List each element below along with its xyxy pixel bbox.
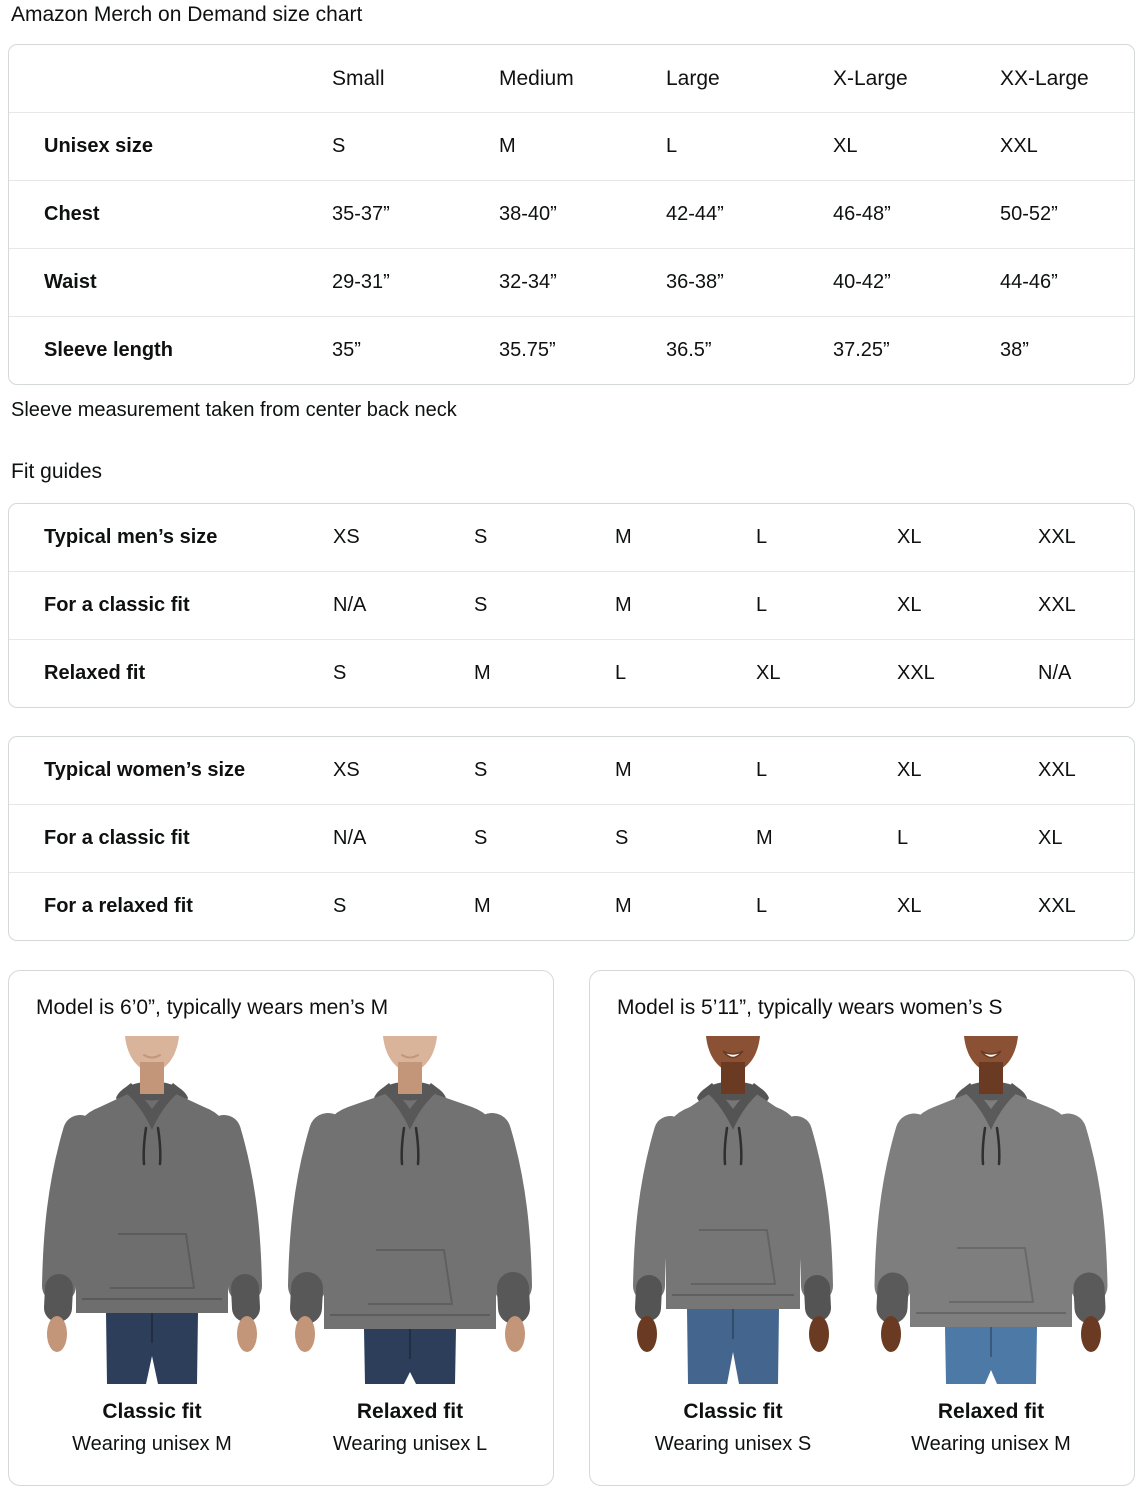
size-chart-row: [9, 316, 1134, 384]
model-photo-man-relaxed: [285, 1036, 535, 1456]
size-chart-row: [9, 248, 1134, 316]
column-header: XX-Large: [1000, 66, 1089, 90]
fit-value: L: [756, 759, 768, 781]
row-label: Typical men’s size: [44, 526, 218, 548]
size-chart-page: [0, 2, 1143, 1486]
fit-value: L: [897, 827, 909, 849]
fit-value: XXL: [1038, 759, 1076, 781]
wearing-size-label: Wearing unisex M: [72, 1433, 232, 1455]
wearing-size-label: Wearing unisex L: [332, 1433, 488, 1455]
fit-value: XL: [897, 526, 922, 548]
size-chart-header-row: [9, 45, 1134, 112]
fit-value: XXL: [897, 662, 935, 684]
row-label: Waist: [44, 271, 97, 293]
model-card-heading: Model is 5’11”, typically wears women’s S: [617, 996, 1003, 1019]
model-photo-illustration: [27, 1036, 277, 1384]
size-chart-row: [9, 112, 1134, 180]
row-label: Sleeve length: [44, 339, 173, 361]
column-header: Small: [332, 66, 385, 90]
size-value: 29-31”: [332, 271, 390, 293]
size-value: 35”: [332, 339, 361, 361]
size-value: 40-42”: [833, 271, 891, 293]
fit-value: M: [756, 827, 773, 849]
fit-type-label: Relaxed fit: [937, 1400, 1045, 1423]
fit-value: S: [474, 759, 488, 781]
fit-guide-row: [9, 872, 1134, 940]
fit-guide-row: [9, 804, 1134, 872]
fit-value: S: [615, 827, 629, 849]
sleeve-measurement-footnote: Sleeve measurement taken from center back neck: [11, 399, 457, 421]
model-figures-women: [590, 1036, 1134, 1456]
wearing-size-label: Wearing unisex M: [911, 1433, 1071, 1455]
model-cards: [8, 970, 1135, 1486]
size-value: XXL: [1000, 135, 1038, 157]
fit-value: L: [756, 895, 768, 917]
row-label: For a classic fit: [44, 827, 190, 849]
size-value: 38-40”: [499, 203, 557, 225]
wearing-size-label: Wearing unisex S: [654, 1433, 812, 1455]
fit-type-label: Relaxed fit: [356, 1400, 464, 1423]
fit-value: XS: [333, 759, 360, 781]
size-value: 42-44”: [666, 203, 724, 225]
fit-type-label: Classic fit: [102, 1400, 202, 1423]
model-photo-woman-relaxed: [866, 1036, 1116, 1456]
page-title: Amazon Merch on Demand size chart: [11, 3, 363, 26]
fit-value: M: [474, 662, 491, 684]
size-value: 46-48”: [833, 203, 891, 225]
fit-value: S: [333, 662, 347, 684]
size-value: 36-38”: [666, 271, 724, 293]
model-card-women: [589, 970, 1135, 1486]
fit-value: L: [756, 594, 768, 616]
row-label: Typical women’s size: [44, 759, 246, 781]
column-header: Medium: [499, 66, 574, 90]
fit-value: N/A: [333, 594, 367, 616]
fit-value: S: [474, 594, 488, 616]
row-label: Unisex size: [44, 135, 153, 157]
fit-value: XL: [756, 662, 781, 684]
model-card-heading: Model is 6’0”, typically wears men’s M: [36, 996, 389, 1019]
fit-guide-table-mens: [8, 503, 1135, 708]
size-value: S: [332, 135, 346, 157]
size-value: 38”: [1000, 339, 1029, 361]
fit-value: N/A: [1038, 662, 1072, 684]
size-chart-table: [8, 44, 1135, 385]
size-value: 44-46”: [1000, 271, 1058, 293]
fit-value: XS: [333, 526, 360, 548]
fit-value: L: [615, 662, 627, 684]
size-chart-row: [9, 180, 1134, 248]
fit-value: M: [615, 895, 632, 917]
fit-value: XL: [1038, 827, 1063, 849]
model-photo-man-classic: [27, 1036, 277, 1456]
fit-value: XL: [897, 594, 922, 616]
size-value: 35-37”: [332, 203, 390, 225]
fit-value: XXL: [1038, 594, 1076, 616]
fit-value: S: [474, 827, 488, 849]
fit-guide-row: [9, 504, 1134, 571]
fit-guide-row: [9, 571, 1134, 639]
fit-value: M: [474, 895, 491, 917]
row-label: Chest: [44, 203, 100, 225]
fit-value: N/A: [333, 827, 367, 849]
size-value: 35.75”: [499, 339, 556, 361]
fit-value: S: [333, 895, 347, 917]
size-value: 50-52”: [1000, 203, 1058, 225]
fit-value: XL: [897, 759, 922, 781]
fit-value: M: [615, 759, 632, 781]
fit-value: M: [615, 594, 632, 616]
size-value: L: [666, 135, 678, 157]
model-photo-illustration: [285, 1036, 535, 1384]
column-header: X-Large: [833, 66, 908, 90]
fit-value: L: [756, 526, 768, 548]
size-value: 32-34”: [499, 271, 557, 293]
fit-guides-heading: Fit guides: [11, 460, 103, 483]
fit-guide-table-womens: [8, 736, 1135, 941]
model-card-men: [8, 970, 554, 1486]
fit-type-label: Classic fit: [683, 1400, 783, 1423]
model-figures-men: [9, 1036, 553, 1456]
model-photo-woman-classic: [608, 1036, 858, 1456]
row-label: Relaxed fit: [44, 662, 146, 684]
fit-value: XXL: [1038, 895, 1076, 917]
fit-value: S: [474, 526, 488, 548]
fit-value: M: [615, 526, 632, 548]
fit-value: XXL: [1038, 526, 1076, 548]
fit-value: XL: [897, 895, 922, 917]
fit-guide-row: [9, 639, 1134, 707]
row-label: For a classic fit: [44, 594, 190, 616]
size-value: 36.5”: [666, 339, 712, 361]
model-photo-illustration: [866, 1036, 1116, 1384]
column-header: Large: [666, 66, 720, 90]
model-photo-illustration: [608, 1036, 858, 1384]
size-value: M: [499, 135, 516, 157]
size-value: 37.25”: [833, 339, 890, 361]
row-label: For a relaxed fit: [44, 895, 193, 917]
fit-guide-row: [9, 737, 1134, 804]
size-value: XL: [833, 135, 858, 157]
